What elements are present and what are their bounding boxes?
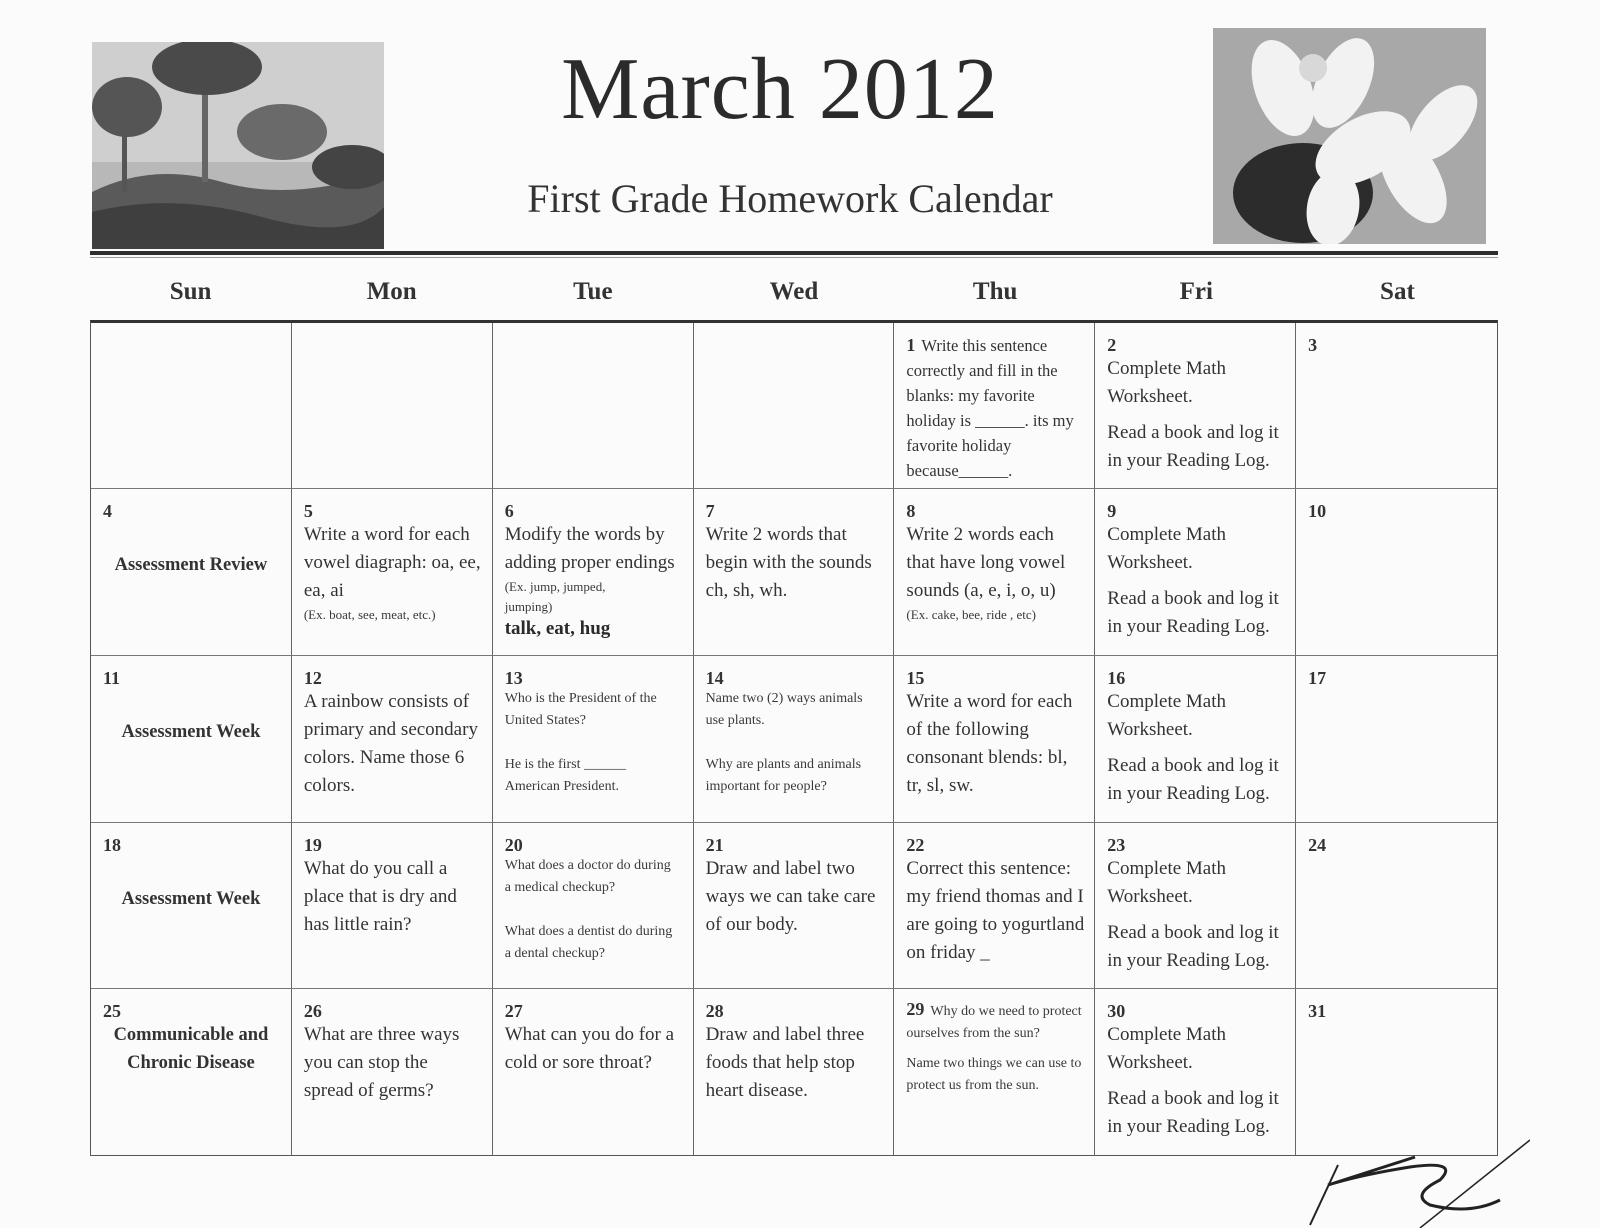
calendar-cell-day-19 (292, 823, 493, 989)
header-divider-thin (90, 257, 1498, 258)
day-number: 6 (504, 501, 514, 521)
page-title: March 2012 (561, 41, 999, 138)
event-label: Assessment Review (114, 555, 268, 575)
homework-text: Correct this sentence: my friend thomas and I are going to yogurtland on friday _ (906, 858, 1085, 963)
calendar-grid (90, 320, 1498, 1156)
event-label: Communicable and Chronic Disease (113, 1025, 269, 1073)
weekday-fri: Fri (1179, 278, 1213, 305)
weekday-header-row (90, 272, 1498, 312)
homework-example: (Ex. jump, jumped, jumping) (504, 579, 606, 614)
homework-question-1: Who is the President of the United States? (504, 691, 657, 728)
homework-question-2: Name two things we can use to protect us from the sun. (906, 1056, 1082, 1093)
homework-text: Modify the words by adding proper endings (504, 524, 675, 573)
calendar-cell-day-23 (1095, 823, 1296, 989)
day-number: 29 (906, 999, 925, 1019)
weekday-mon: Mon (366, 278, 417, 305)
day-number: 18 (103, 835, 121, 855)
page-subtitle: First Grade Homework Calendar (527, 176, 1053, 221)
homework-reading: Read a book and log it in your Reading Log. (1107, 422, 1279, 471)
day-number: 22 (906, 835, 925, 855)
homework-reading: Read a book and log it in your Reading Log. (1107, 588, 1279, 637)
homework-text: What can you do for a cold or sore throat? (504, 1024, 675, 1073)
calendar-cell-day-9 (1095, 489, 1296, 656)
calendar-cell-day-18 (91, 823, 292, 989)
calendar-cell-day-5 (292, 489, 493, 656)
day-number: 2 (1107, 335, 1117, 355)
calendar-cell-day-28 (694, 989, 895, 1156)
header-divider (90, 251, 1498, 255)
calendar-cell-day-24 (1296, 823, 1497, 989)
day-number: 8 (906, 501, 916, 521)
calendar-cell-empty (493, 323, 694, 489)
day-number: 3 (1308, 335, 1318, 355)
calendar-cell-day-29 (894, 989, 1095, 1156)
calendar-cell-day-8 (894, 489, 1095, 656)
homework-example: (Ex. boat, see, meat, etc.) (303, 607, 436, 622)
day-number: 7 (705, 501, 715, 521)
day-number: 9 (1107, 501, 1117, 521)
day-number: 24 (1308, 835, 1327, 855)
homework-text: What do you call a place that is dry and has little rain? (303, 858, 457, 935)
calendar-cell-empty (292, 323, 493, 489)
homework-reading: Read a book and log it in your Reading Log. (1107, 1088, 1279, 1137)
homework-question-1: Name two (2) ways animals use plants. (705, 691, 863, 728)
calendar-cell-day-14 (694, 656, 895, 823)
day-number: 31 (1308, 1001, 1327, 1021)
homework-example: (Ex. cake, bee, ride , etc) (906, 607, 1036, 622)
calendar-cell-day-17 (1296, 656, 1497, 823)
homework-math: Complete Math Worksheet. (1107, 1024, 1227, 1073)
day-number: 11 (103, 668, 121, 688)
homework-text: 1 Write this sentence correctly and fill in the blanks: my favorite holiday is ______. its my favorite holiday because______. (906, 335, 1074, 480)
homework-math: Complete Math Worksheet. (1107, 524, 1227, 573)
handwritten-signature (1300, 1135, 1530, 1228)
homework-text: Draw and label three foods that help stop heart disease. (705, 1024, 865, 1101)
homework-text: What are three ways you can stop the spread of germs? (303, 1024, 460, 1101)
calendar-cell-day-1 (894, 323, 1095, 489)
calendar-cell-day-26 (292, 989, 493, 1156)
calendar-cell-day-2 (1095, 323, 1296, 489)
day-number: 30 (1107, 1001, 1126, 1021)
garden-trees-photo (92, 42, 384, 249)
homework-question-2: He is the first ______ American President. (504, 757, 627, 794)
calendar-cell-day-21 (694, 823, 895, 989)
calendar-cell-day-31 (1296, 989, 1497, 1156)
day-number: 14 (705, 668, 724, 688)
day-number: 12 (303, 668, 322, 688)
weekday-sat: Sat (1380, 278, 1415, 305)
calendar-cell-day-25 (91, 989, 292, 1156)
day-number: 10 (1308, 501, 1327, 521)
calendar-cell-day-10 (1296, 489, 1497, 656)
calendar-cell-day-20 (493, 823, 694, 989)
day-number: 13 (504, 668, 523, 688)
weekday-thu: Thu (972, 278, 1018, 305)
calendar-cell-day-4 (91, 489, 292, 656)
day-number: 5 (303, 501, 313, 521)
homework-question-1: 29 Why do we need to protect ourselves from the sun? (906, 999, 1082, 1041)
calendar-cell-day-15 (894, 656, 1095, 823)
homework-math: Complete Math Worksheet. (1107, 358, 1227, 407)
homework-math: Complete Math Worksheet. (1107, 691, 1227, 740)
homework-math: Complete Math Worksheet. (1107, 858, 1227, 907)
calendar-cell-day-22 (894, 823, 1095, 989)
day-number: 15 (906, 668, 925, 688)
day-number: 19 (303, 835, 322, 855)
homework-text: Write a word for each of the following consonant blends: bl, tr, sl, sw. (906, 691, 1073, 796)
homework-reading: Read a book and log it in your Reading Log. (1107, 922, 1279, 971)
day-number: 21 (705, 835, 724, 855)
day-number: 16 (1107, 668, 1126, 688)
day-number: 17 (1308, 668, 1327, 688)
calendar-cell-day-30 (1095, 989, 1296, 1156)
homework-reading: Read a book and log it in your Reading Log. (1107, 755, 1279, 804)
weekday-tue: Tue (573, 278, 613, 305)
homework-text: Write 2 words that begin with the sounds ch, sh, wh. (705, 524, 872, 601)
homework-question-2: What does a dentist do during a dental checkup? (504, 924, 673, 961)
calendar-cell-day-11 (91, 656, 292, 823)
calendar-cell-day-27 (493, 989, 694, 1156)
day-number: 25 (103, 1001, 121, 1021)
homework-words: talk, eat, hug (504, 618, 611, 639)
calendar-cell-day-12 (292, 656, 493, 823)
homework-text: Draw and label two ways we can take care of our body. (705, 858, 876, 935)
homework-text: Write 2 words each that have long vowel sounds (a, e, i, o, u) (906, 524, 1066, 601)
day-number: 1 (906, 335, 916, 355)
white-flowers-photo (1213, 28, 1486, 244)
homework-question-2: Why are plants and animals important for people? (705, 757, 862, 794)
weekday-wed: Wed (769, 278, 819, 305)
homework-text: Write a word for each vowel diagraph: oa, ee, ea, ai (303, 524, 481, 601)
calendar-cell-empty (91, 323, 292, 489)
homework-question-1: What does a doctor do during a medical checkup? (504, 858, 671, 895)
event-label: Assessment Week (121, 722, 261, 742)
day-number: 26 (303, 1001, 322, 1021)
calendar-cell-day-16 (1095, 656, 1296, 823)
calendar-cell-day-6 (493, 489, 694, 656)
day-number: 4 (103, 501, 112, 521)
day-number: 23 (1107, 835, 1126, 855)
weekday-sun: Sun (169, 278, 212, 305)
event-label: Assessment Week (121, 889, 261, 909)
calendar-cell-day-3 (1296, 323, 1497, 489)
day-number: 27 (504, 1001, 523, 1021)
day-number: 28 (705, 1001, 724, 1021)
calendar-cell-day-7 (694, 489, 895, 656)
homework-text: A rainbow consists of primary and secondary colors. Name those 6 colors. (303, 691, 478, 796)
day-number: 20 (504, 835, 523, 855)
calendar-cell-day-13 (493, 656, 694, 823)
calendar-cell-empty (694, 323, 895, 489)
